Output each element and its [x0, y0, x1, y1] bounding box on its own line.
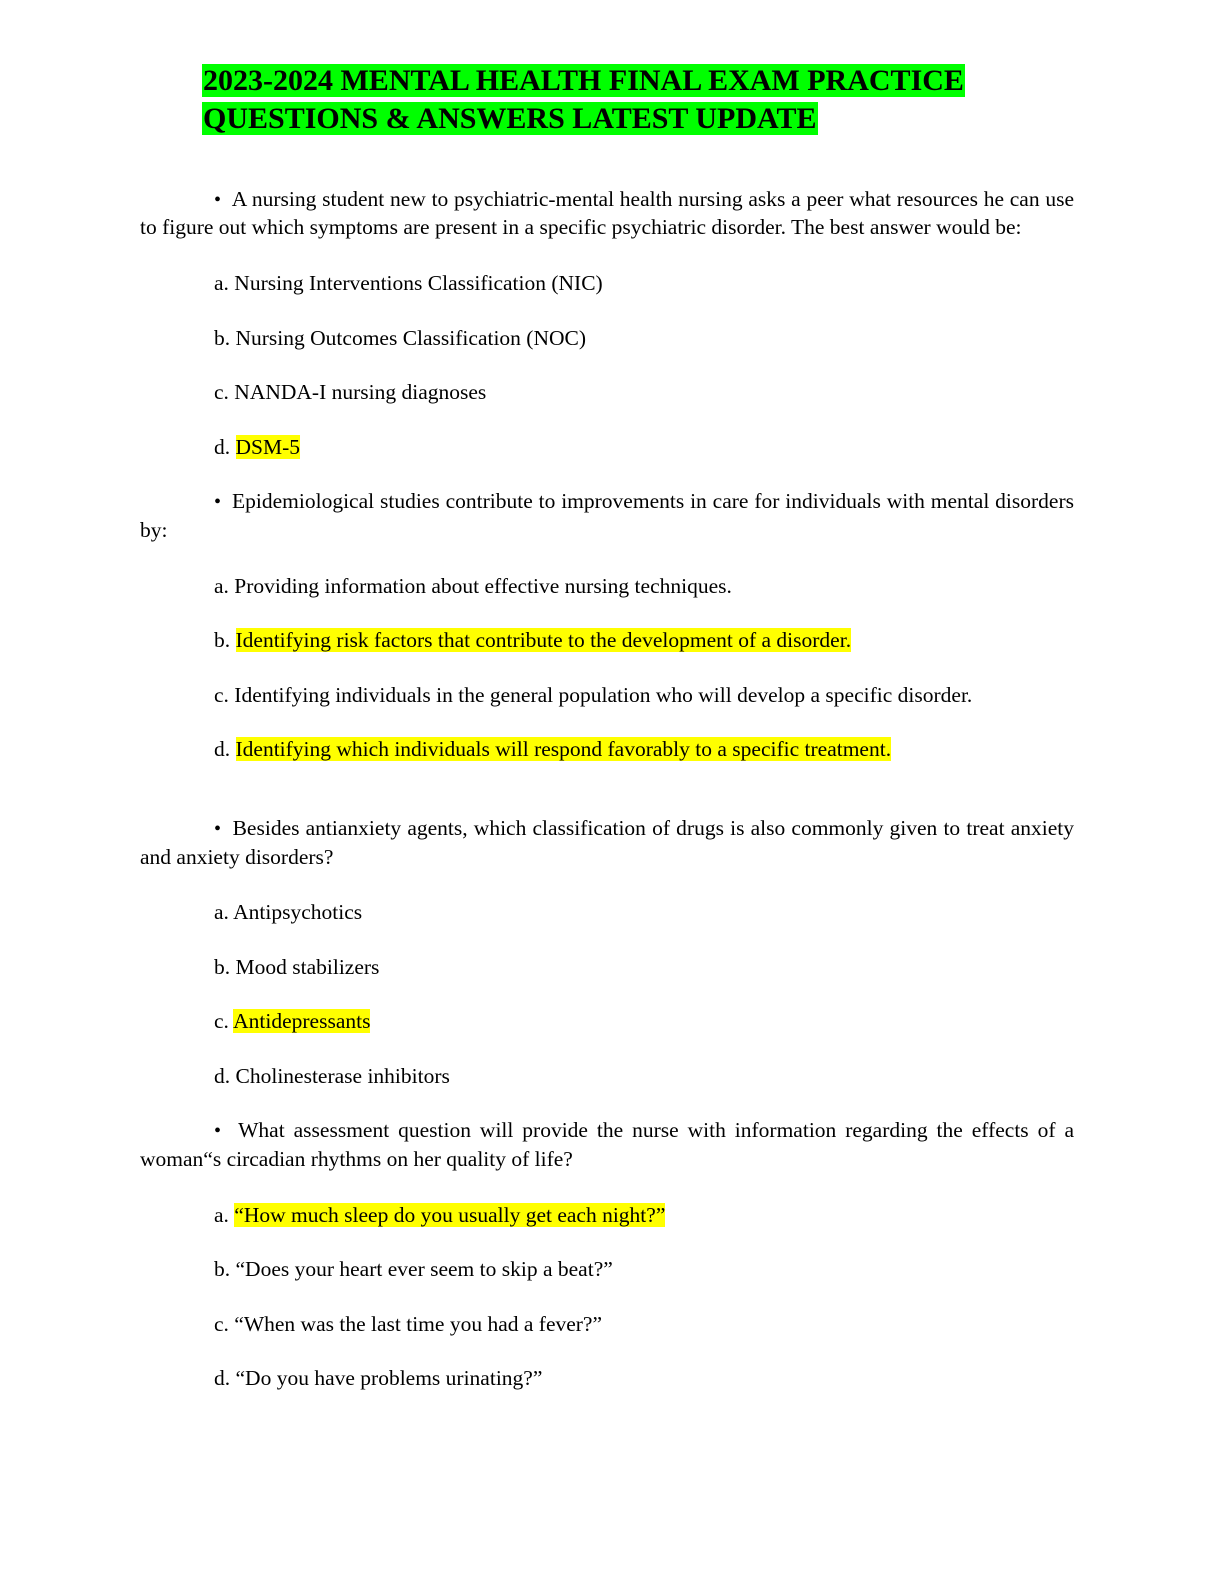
question-block — [140, 487, 1074, 814]
bullet-icon: • — [214, 817, 233, 840]
option-letter: c. — [214, 682, 229, 707]
option-text-highlighted: Identifying which individuals will respond favorably to a specific treatment. — [235, 737, 892, 762]
option-letter: a. — [214, 270, 229, 295]
answer-option[interactable] — [140, 1062, 1074, 1091]
option-text: Nursing Outcomes Classification (NOC) — [235, 325, 587, 350]
answer-option[interactable] — [140, 681, 1074, 710]
questions-container — [140, 185, 1074, 1419]
option-text-highlighted: Identifying risk factors that contribute to the development of a disorder. — [235, 628, 852, 653]
bullet-icon: • — [214, 188, 232, 211]
page-title-line-2: QUESTIONS & ANSWERS LATEST UPDATE — [203, 102, 817, 136]
answer-option[interactable] — [140, 1201, 1074, 1230]
answer-option[interactable] — [140, 572, 1074, 601]
question-label: Epidemiological studies contribute to improvements in care for individuals with mental disorders by: — [140, 489, 1074, 542]
question-text — [140, 487, 1074, 544]
option-letter: c. — [214, 1009, 229, 1034]
option-text: Providing information about effective nursing techniques. — [234, 573, 732, 598]
answer-option[interactable] — [140, 1364, 1074, 1393]
question-label: What assessment question will provide the nurse with information regarding the effects of a woman“s circadian rhythms on her quality of life? — [140, 1118, 1074, 1172]
option-letter: b. — [214, 325, 231, 350]
bullet-icon: • — [214, 491, 232, 514]
option-text: Antipsychotics — [233, 900, 363, 925]
answer-option[interactable] — [140, 1007, 1074, 1036]
question-block — [140, 814, 1074, 1117]
question-block — [140, 1116, 1074, 1419]
option-text: Identifying individuals in the general population who will develop a specific disorder. — [234, 682, 973, 707]
answer-option[interactable] — [140, 269, 1074, 298]
answer-option[interactable] — [140, 324, 1074, 353]
option-text: Nursing Interventions Classification (NIC) — [234, 270, 603, 295]
option-letter: d. — [214, 1366, 231, 1391]
question-text — [140, 814, 1074, 871]
question-label: A nursing student new to psychiatric-mental health nursing asks a peer what resources he can use to figure out which symptoms are present in a specific psychiatric disorder. The best answer would be: — [140, 186, 1074, 240]
option-letter: d. — [214, 434, 231, 459]
bullet-icon: • — [214, 1120, 239, 1143]
answer-option[interactable] — [140, 378, 1074, 407]
option-letter: a. — [214, 1202, 229, 1227]
answer-option[interactable] — [140, 1310, 1074, 1339]
option-text-highlighted: DSM-5 — [235, 434, 301, 459]
page-title — [202, 62, 1074, 139]
answer-option[interactable] — [140, 898, 1074, 927]
option-letter: b. — [214, 954, 231, 979]
question-text — [140, 1116, 1074, 1173]
answer-option[interactable] — [140, 1255, 1074, 1284]
answer-option[interactable] — [140, 953, 1074, 982]
option-text-highlighted: Antidepressants — [233, 1009, 371, 1034]
option-letter: a. — [214, 900, 229, 925]
option-letter: b. — [214, 1257, 231, 1282]
option-letter: c. — [214, 1311, 229, 1336]
option-text: NANDA-I nursing diagnoses — [234, 380, 487, 405]
answer-option[interactable] — [140, 735, 1074, 764]
answer-option[interactable] — [140, 433, 1074, 462]
page-title-line-1: 2023-2024 MENTAL HEALTH FINAL EXAM PRACTICE — [203, 64, 964, 97]
answer-option[interactable] — [140, 626, 1074, 655]
option-letter: a. — [214, 573, 229, 598]
option-text-highlighted: “How much sleep do you usually get each night?” — [234, 1202, 666, 1227]
option-letter: d. — [214, 737, 231, 762]
question-text — [140, 185, 1074, 242]
option-text: “Do you have problems urinating?” — [235, 1366, 543, 1391]
option-letter: c. — [214, 380, 229, 405]
option-letter: d. — [214, 1063, 231, 1088]
option-text: Cholinesterase inhibitors — [235, 1063, 450, 1088]
question-label: Besides antianxiety agents, which classification of drugs is also commonly given to treat anxiety and anxiety disorders? — [140, 815, 1074, 869]
option-text: Mood stabilizers — [235, 954, 380, 979]
question-block — [140, 185, 1074, 488]
option-letter: b. — [214, 628, 231, 653]
option-text: “Does your heart ever seem to skip a beat?” — [235, 1257, 613, 1282]
option-text: “When was the last time you had a fever?” — [234, 1311, 603, 1336]
